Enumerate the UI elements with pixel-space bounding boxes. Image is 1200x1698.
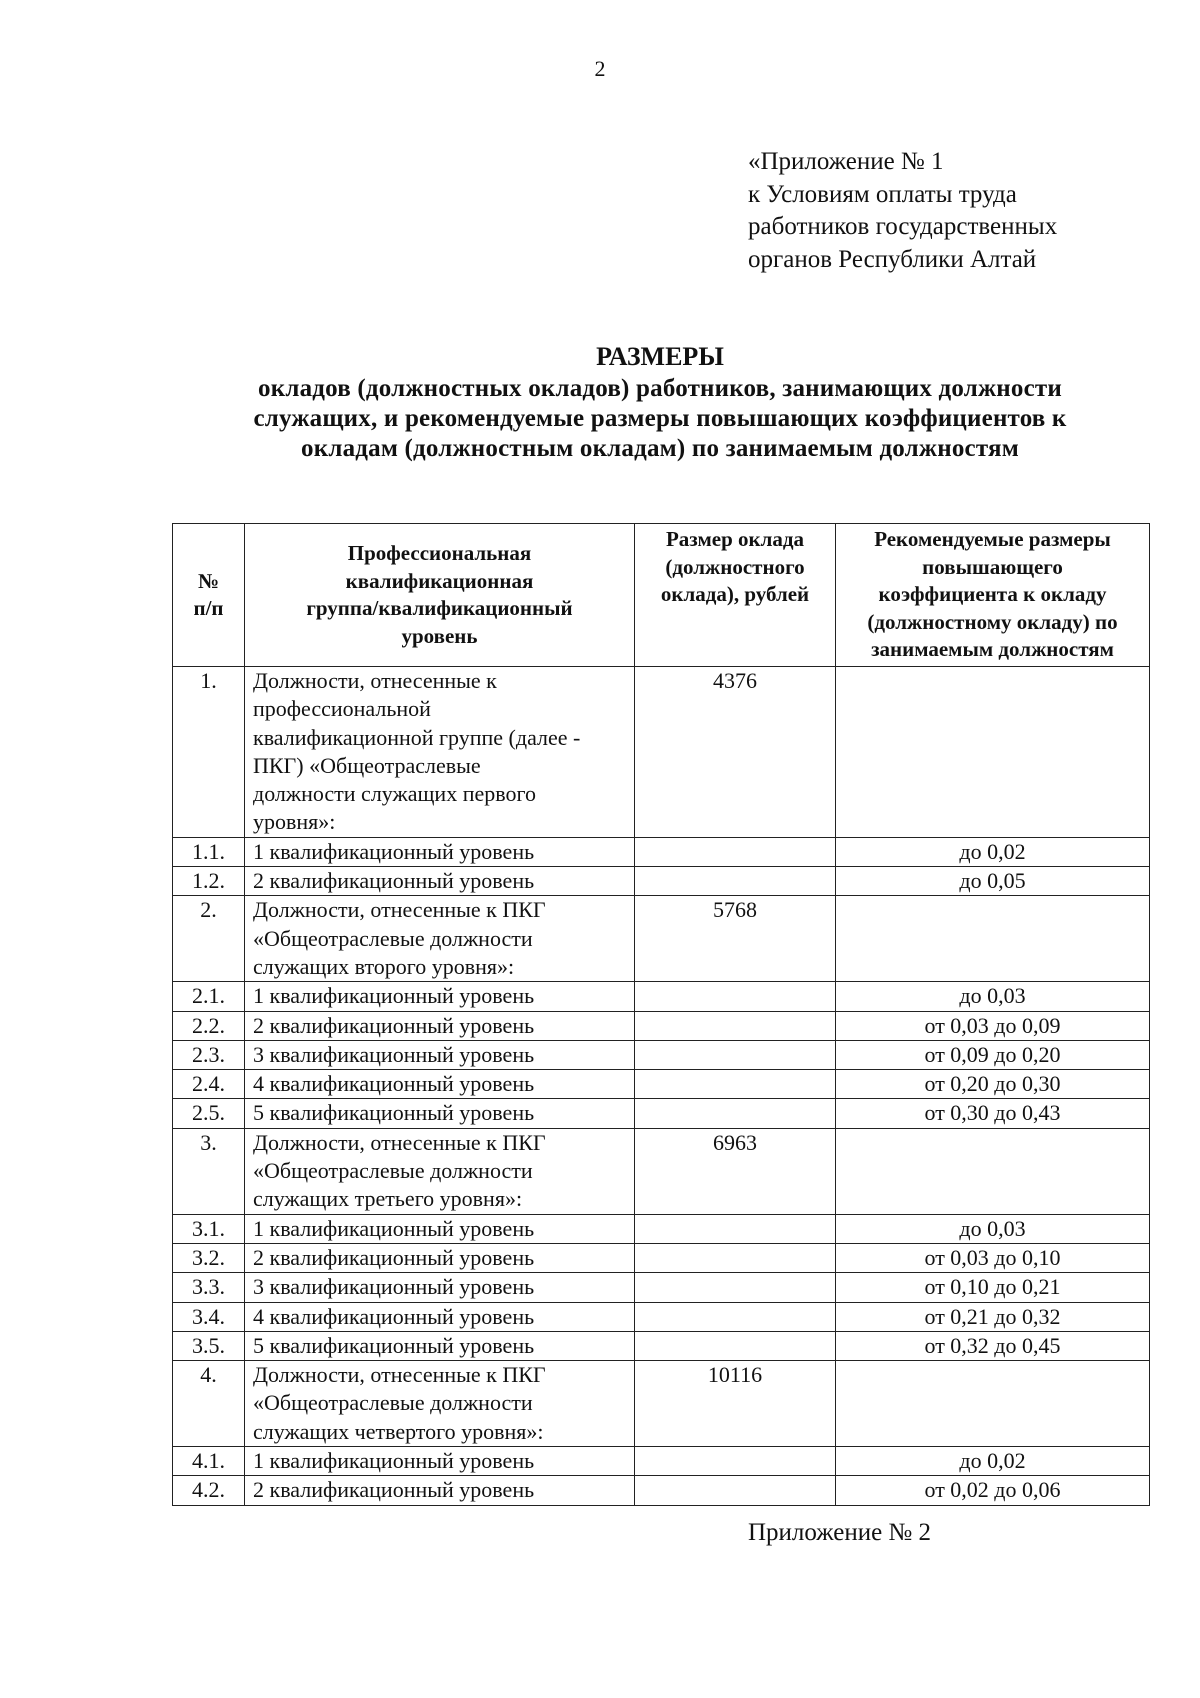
header-line: коэффициента к окладу: [878, 582, 1107, 607]
row-number: 4.1.: [173, 1447, 245, 1476]
qualification-name-line: уровня»:: [253, 809, 336, 835]
row-salary: [635, 1476, 836, 1505]
qualification-name-line: 2 квалификационный уровень: [253, 1244, 535, 1270]
row-coefficient: от 0,32 до 0,45: [836, 1331, 1150, 1360]
row-coefficient: от 0,03 до 0,09: [836, 1011, 1150, 1040]
document-title: [160, 340, 1160, 464]
header-coefficient: [836, 524, 1150, 667]
row-coefficient: от 0,09 до 0,20: [836, 1040, 1150, 1069]
qualification-name-line: профессиональной: [253, 696, 431, 722]
row-coefficient: до 0,02: [836, 1447, 1150, 1476]
row-coefficient: от 0,02 до 0,06: [836, 1476, 1150, 1505]
row-qualification-name: [245, 1128, 635, 1214]
qualification-name-line: Должности, отнесенные к ПКГ: [253, 897, 546, 923]
row-qualification-name: [245, 867, 635, 896]
table-row: [173, 1128, 1150, 1214]
row-number: 2.1.: [173, 982, 245, 1011]
row-qualification-name: [245, 1214, 635, 1243]
salary-table: [172, 523, 1150, 1506]
qualification-name-line: 1 квалификационный уровень: [253, 1215, 535, 1241]
qualification-name-line: 1 квалификационный уровень: [253, 838, 535, 864]
qualification-name-line: Должности, отнесенные к ПКГ: [253, 1362, 546, 1388]
qualification-name-line: квалификационной группе (далее -: [253, 724, 581, 750]
table-row: [173, 1302, 1150, 1331]
row-coefficient: от 0,20 до 0,30: [836, 1070, 1150, 1099]
row-coefficient: от 0,30 до 0,43: [836, 1099, 1150, 1128]
row-number: 3.1.: [173, 1214, 245, 1243]
header-line: Размер оклада: [665, 527, 805, 551]
qualification-name-line: Должности, отнесенные к ПКГ: [253, 1129, 546, 1155]
appendix-header-line: «Приложение № 1: [748, 148, 944, 175]
qualification-name-line: 2 квалификационный уровень: [253, 868, 535, 894]
row-salary: [635, 1070, 836, 1099]
table-row: [173, 1361, 1150, 1447]
row-qualification-name: [245, 1302, 635, 1331]
appendix2-label: Приложение № 2: [748, 1519, 932, 1546]
row-number: 3.: [173, 1128, 245, 1214]
row-coefficient: [836, 1361, 1150, 1447]
row-coefficient: от 0,03 до 0,10: [836, 1243, 1150, 1272]
row-number: 2.3.: [173, 1040, 245, 1069]
row-salary: [635, 1243, 836, 1272]
qualification-name-line: «Общеотраслевые должности: [253, 1390, 533, 1416]
header-salary: [635, 524, 836, 667]
table-body: [173, 667, 1150, 1506]
qualification-name-line: 2 квалификационный уровень: [253, 1477, 535, 1503]
row-number: 2.: [173, 896, 245, 982]
qualification-name-line: должности служащих первого: [253, 781, 536, 807]
row-qualification-name: [245, 667, 635, 838]
row-coefficient: до 0,05: [836, 867, 1150, 896]
row-qualification-name: [245, 1243, 635, 1272]
table-row: [173, 1099, 1150, 1128]
table-row: [173, 667, 1150, 838]
page-number: 2: [594, 56, 606, 81]
row-qualification-name: [245, 1361, 635, 1447]
table-row: [173, 1476, 1150, 1505]
row-salary: [635, 837, 836, 866]
row-coefficient: [836, 1128, 1150, 1214]
table-row: [173, 1011, 1150, 1040]
row-salary: [635, 1099, 836, 1128]
qualification-name-line: 5 квалификационный уровень: [253, 1100, 535, 1126]
row-coefficient: от 0,21 до 0,32: [836, 1302, 1150, 1331]
header-line: п/п: [193, 596, 224, 620]
qualification-name-line: 4 квалификационный уровень: [253, 1071, 535, 1097]
appendix-header-line: работников государственных: [748, 213, 1058, 240]
qualification-name-line: 1 квалификационный уровень: [253, 1448, 535, 1474]
qualification-name-line: 3 квалификационный уровень: [253, 1274, 535, 1300]
header-line: группа/квалификационный: [306, 596, 573, 620]
table-row: [173, 867, 1150, 896]
row-coefficient: до 0,02: [836, 837, 1150, 866]
row-number: 1.1.: [173, 837, 245, 866]
appendix-header-line: к Условиям оплаты труда: [748, 180, 1017, 208]
row-coefficient: [836, 896, 1150, 982]
row-qualification-name: [245, 896, 635, 982]
row-qualification-name: [245, 1099, 635, 1128]
row-number: 2.2.: [173, 1011, 245, 1040]
row-number: 3.5.: [173, 1331, 245, 1360]
row-qualification-name: [245, 1447, 635, 1476]
header-line: Профессиональная: [347, 541, 532, 565]
qualification-name-line: ПКГ) «Общеотраслевые: [253, 752, 481, 778]
row-coefficient: от 0,10 до 0,21: [836, 1273, 1150, 1302]
table-row: [173, 1040, 1150, 1069]
qualification-name-line: Должности, отнесенные к: [253, 668, 497, 693]
row-number: 2.5.: [173, 1099, 245, 1128]
table-row: [173, 1273, 1150, 1302]
table-row: [173, 1214, 1150, 1243]
title-subtitle-line: окладов (должностных окладов) работников, занимающих должности: [258, 375, 1062, 402]
row-salary: [635, 1302, 836, 1331]
row-number: 3.3.: [173, 1273, 245, 1302]
qualification-name-line: служащих второго уровня»:: [253, 953, 515, 979]
row-salary: 4376: [635, 667, 836, 838]
header-line: Рекомендуемые размеры: [874, 527, 1111, 552]
row-qualification-name: [245, 1070, 635, 1099]
row-number: 1.: [173, 667, 245, 838]
header-line: (должностному окладу) по: [867, 609, 1118, 634]
row-salary: [635, 1214, 836, 1243]
table-row: [173, 982, 1150, 1011]
row-salary: 6963: [635, 1128, 836, 1214]
header-line: уровень: [401, 623, 478, 648]
row-qualification-name: [245, 1476, 635, 1505]
row-number: 2.4.: [173, 1070, 245, 1099]
row-salary: 5768: [635, 896, 836, 982]
title-subtitle-line: окладам (должностным окладам) по занимаемым должностям: [301, 435, 1019, 462]
row-number: 4.: [173, 1361, 245, 1447]
row-salary: 10116: [635, 1361, 836, 1447]
qualification-name-line: 3 квалификационный уровень: [253, 1041, 535, 1067]
qualification-name-line: служащих четвертого уровня»:: [253, 1418, 544, 1444]
qualification-name-line: 5 квалификационный уровень: [253, 1332, 535, 1358]
row-salary: [635, 867, 836, 896]
table-row: [173, 896, 1150, 982]
table-row: [173, 1243, 1150, 1272]
header-line: квалификационная: [345, 568, 534, 593]
qualification-name-line: 1 квалификационный уровень: [253, 983, 535, 1009]
row-coefficient: [836, 667, 1150, 838]
qualification-name-line: 2 квалификационный уровень: [253, 1012, 535, 1038]
appendix-header: [748, 146, 1057, 276]
qualification-name-line: «Общеотраслевые должности: [253, 925, 533, 951]
header-line: повышающего: [922, 554, 1063, 579]
row-salary: [635, 1011, 836, 1040]
table-row: [173, 837, 1150, 866]
appendix-header-line: органов Республики Алтай: [748, 245, 1037, 273]
qualification-name-line: 4 квалификационный уровень: [253, 1303, 535, 1329]
row-salary: [635, 1273, 836, 1302]
row-number: 3.4.: [173, 1302, 245, 1331]
row-qualification-name: [245, 837, 635, 866]
header-line: оклада), рублей: [660, 582, 810, 606]
row-number: 3.2.: [173, 1243, 245, 1272]
header-line: №: [197, 568, 220, 593]
row-number: 1.2.: [173, 867, 245, 896]
title-main: РАЗМЕРЫ: [596, 342, 724, 371]
header-number: [173, 524, 245, 667]
row-salary: [635, 1331, 836, 1360]
row-qualification-name: [245, 1273, 635, 1302]
title-subtitle-line: служащих, и рекомендуемые размеры повышающих коэффициентов к: [253, 405, 1067, 432]
table-row: [173, 1447, 1150, 1476]
header-line: (должностного: [665, 554, 805, 579]
table-header-row: [173, 524, 1150, 667]
table-row: [173, 1331, 1150, 1360]
row-coefficient: до 0,03: [836, 982, 1150, 1011]
header-line: занимаемым должностям: [871, 637, 1114, 662]
row-salary: [635, 1040, 836, 1069]
table-row: [173, 1070, 1150, 1099]
header-qualification-group: [245, 524, 635, 667]
row-qualification-name: [245, 1331, 635, 1360]
row-salary: [635, 982, 836, 1011]
row-qualification-name: [245, 1011, 635, 1040]
row-coefficient: до 0,03: [836, 1214, 1150, 1243]
row-salary: [635, 1447, 836, 1476]
row-number: 4.2.: [173, 1476, 245, 1505]
qualification-name-line: «Общеотраслевые должности: [253, 1158, 533, 1184]
qualification-name-line: служащих третьего уровня»:: [253, 1186, 523, 1212]
row-qualification-name: [245, 1040, 635, 1069]
row-qualification-name: [245, 982, 635, 1011]
